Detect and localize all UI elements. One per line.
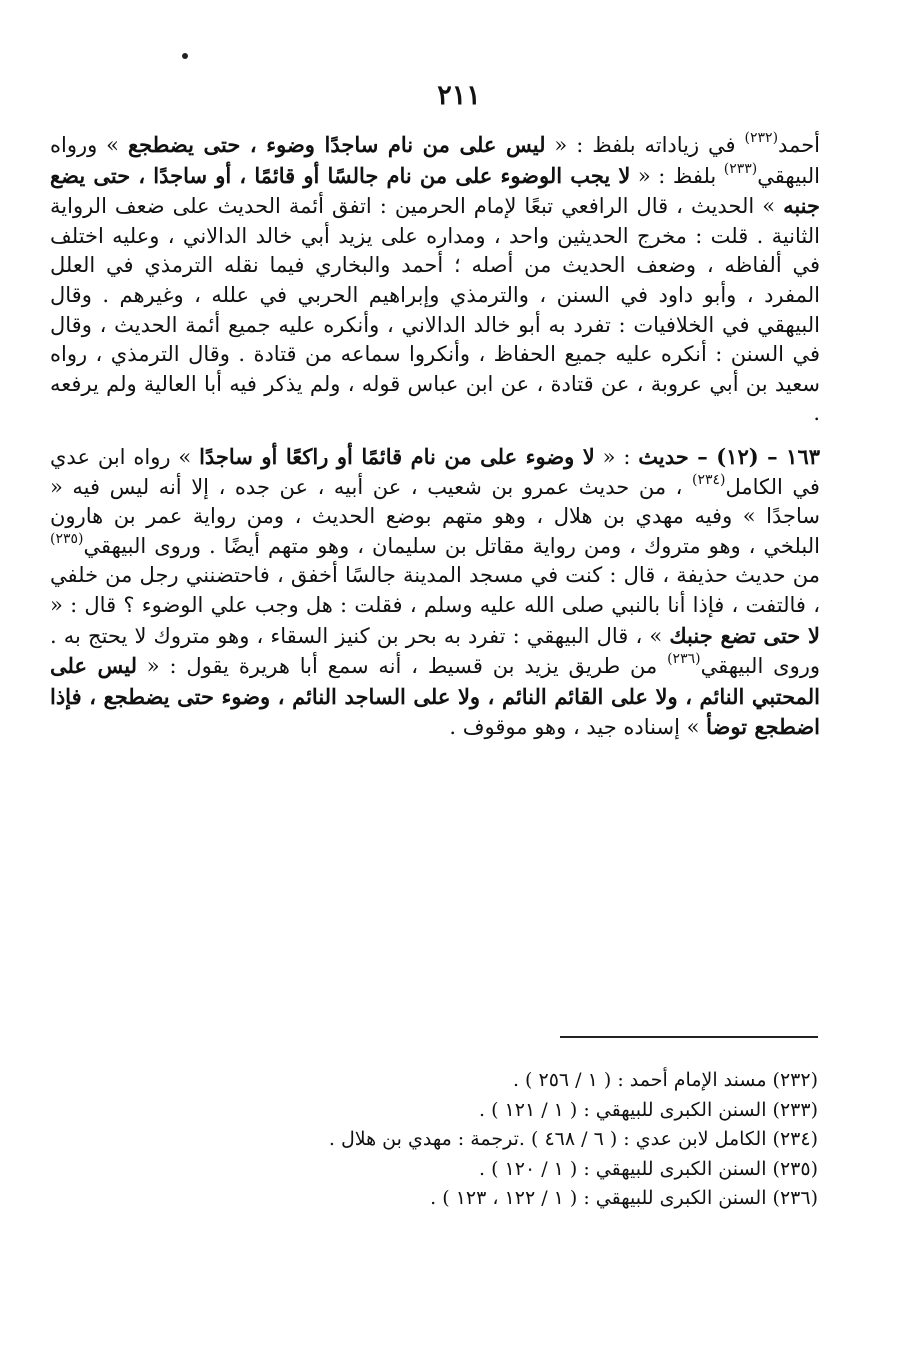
main-text [50, 130, 820, 743]
footnote-ref-232: (٢٣٢) [744, 130, 779, 146]
footnote-235: (٢٣٥) السنن الكبرى للبيهقي : ( ١ / ١٢٠ ) . [479, 1157, 818, 1180]
text-run: في زياداته بلفظ : « [545, 133, 745, 157]
footnote-ref-234: (٢٣٤) [691, 471, 726, 488]
footnote-ref-236: (٢٣٦) [667, 651, 701, 668]
footnote-232: (٢٣٢) مسند الإمام أحمد : ( ١ / ٢٥٦ ) . [512, 1069, 818, 1091]
text-run: أحمد [778, 133, 821, 157]
hadith-heading: ١٦٣ – (١٢) – حديث [638, 443, 821, 469]
paragraph-1 [50, 130, 820, 429]
text-run: : « [594, 444, 639, 469]
hadith-quote-bold: ليس على المحتبي النائم ، ولا على القائم النائم ، ولا على الساجد النائم ، وضوء حتى يضطجع ، فإذا اضطجع توضأ [50, 653, 820, 740]
paragraph-2 [50, 442, 820, 743]
text-run: » رواه ابن عدي في الكامل [50, 444, 820, 499]
text-run: من حديث حذيفة ، قال : كنت في مسجد المدينة جالسًا أخفق ، فاحتضنني رجل من خلفي ، فالتفت ، فإذا أنا بالنبي صلى الله عليه وسلم ، فقلت : هل وجب علي الوضوء ؟ قال : « [50, 563, 820, 617]
page-dot-mark [182, 53, 188, 59]
hadith-quote-bold: ليس على من نام ساجدًا وضوء ، حتى يضطجع [127, 132, 546, 157]
page-number: ٢١١ [437, 80, 481, 111]
footnote-234: (٢٣٤) الكامل لابن عدي : ( ٦ / ٤٦٨ ) .ترجمة : مهدي بن هلال . [328, 1128, 818, 1151]
footnote-ref-235: (٢٣٥) [50, 530, 84, 547]
footnotes [100, 1066, 818, 1214]
hadith-quote-bold: لا وضوء على من نام قائمًا أو راكعًا أو ساجدًا [199, 443, 595, 469]
text-run: ، من حديث عمرو بن شعيب ، عن أبيه ، عن جده ، إلا أنه ليس فيه « ساجدًا » وفيه مهدي بن هلال ، وهو متهم بوضع الحديث ، ومن رواية عمر بن هارون البلخي ، وهو متروك ، ومن رواية مقاتل بن سليمان ، وهو متهم أيضًا . وروى البيهقي [50, 474, 820, 558]
text-run: » إسناده جيد ، وهو موقوف . [449, 715, 707, 740]
footnote-ref-233: (٢٣٣) [723, 160, 758, 177]
text-run: » ورواه البيهقي [50, 133, 820, 188]
footnote-236: (٢٣٦) السنن الكبرى للبيهقي : ( ١ / ١٢٢ ، ١٢٣ ) . [430, 1187, 818, 1210]
text-run: » الحديث ، قال الرافعي تبعًا لإمام الحرمين : اتفق أئمة الحديث على ضعف الرواية الثانية . قلت : مخرج الحديثين واحد ، ومداره على يزيد أبي خالد الدالاني ، وعليه اختلف في ألفاظه ، وضعف الحديث من أصله ؛ أحمد والبخاري فيما نقله الترمذي في العلل المفرد ، وأبو داود في السنن ، والترمذي وإبراهيم الحربي في علله ، وغيرهم . وقال البيهقي في الخلافيات : تفرد به أبو خالد الدالاني ، وأنكره عليه جميع أئمة الحديث ، وقال في السنن : أنكره عليه جميع الحفاظ ، وأنكروا سماعه من قتادة . وقال الترمذي ، رواه سعيد بن أبي عروبة ، عن قتادة ، عن ابن عباس قوله ، ولم يذكر فيه أبا العالية ولم يرفعه . [50, 194, 820, 426]
text-run: من طريق يزيد بن قسيط ، أنه سمع أبا هريرة يقول : « [136, 654, 668, 679]
hadith-quote-bold: لا حتى تضع جنبك [669, 622, 820, 648]
footnote-divider [560, 1036, 818, 1038]
text-run: » ، قال البيهقي : تفرد به بحر بن كنيز السقاء ، وهو متروك لا يحتج به . وروى البيهقي [50, 623, 820, 679]
hadith-quote-bold: لا يجب الوضوء على من نام جالسًا أو قائمًا ، أو ساجدًا ، حتى يضع جنبه [50, 162, 820, 219]
text-run: بلفظ : « [630, 163, 724, 188]
footnote-233: (٢٣٣) السنن الكبرى للبيهقي : ( ١ / ١٢١ ) . [479, 1098, 818, 1121]
